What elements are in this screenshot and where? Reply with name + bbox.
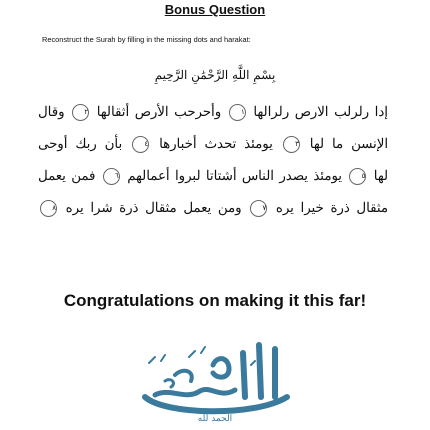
basmala: بِسْمِ اللَّهِ الرَّحْمَٰنِ الرَّحِيمِ — [154, 68, 276, 82]
surah-verses — [38, 97, 388, 225]
verse-line — [38, 129, 388, 161]
page-title: Bonus Question — [164, 2, 266, 17]
verse-text: وأحرحب الأرص أثقالها — [96, 105, 222, 120]
instruction-text: Reconstruct the Surah by filling in the missing dots and harakat: — [42, 35, 251, 44]
verse-number-marker: ٥ — [349, 168, 366, 185]
verse-text: وقال — [38, 105, 65, 120]
verse-text: مثقال ذرة خيرا يره — [275, 201, 388, 216]
verse-number-marker: ٤ — [132, 136, 149, 153]
verse-text: ومن يعمل مثقال ذرة شرا يره — [65, 201, 242, 216]
verse-number-marker: ٨ — [40, 200, 57, 217]
verse-number-marker: ٦ — [103, 168, 120, 185]
calligraphy-text: الحمد لله — [197, 414, 233, 424]
verse-number-marker: ١ — [229, 104, 246, 121]
verse-text: إدا رلرلب الارص رلرالها — [253, 105, 388, 120]
verse-line — [38, 161, 388, 193]
verse-text: يومئذ تحدث أخبارها — [159, 137, 273, 152]
verse-text: يومئذ يصدر الناس أشتاتا لبروا أعمالهم — [127, 169, 343, 184]
verse-text: لها — [373, 169, 389, 184]
verse-line — [38, 97, 388, 129]
verse-text: الإنسن ما لها — [309, 137, 389, 152]
verse-line — [38, 193, 388, 225]
verse-text: بأن ربك أوحى — [38, 137, 123, 152]
congratulations-message: Congratulations on making it this far! — [63, 291, 367, 310]
verse-number-marker: ٣ — [283, 136, 300, 153]
alhamdulillah-calligraphy — [125, 335, 305, 425]
verse-number-marker: ٢ — [72, 104, 89, 121]
verse-text: فمن يعمل — [38, 169, 96, 184]
verse-number-marker: ٧ — [250, 200, 267, 217]
